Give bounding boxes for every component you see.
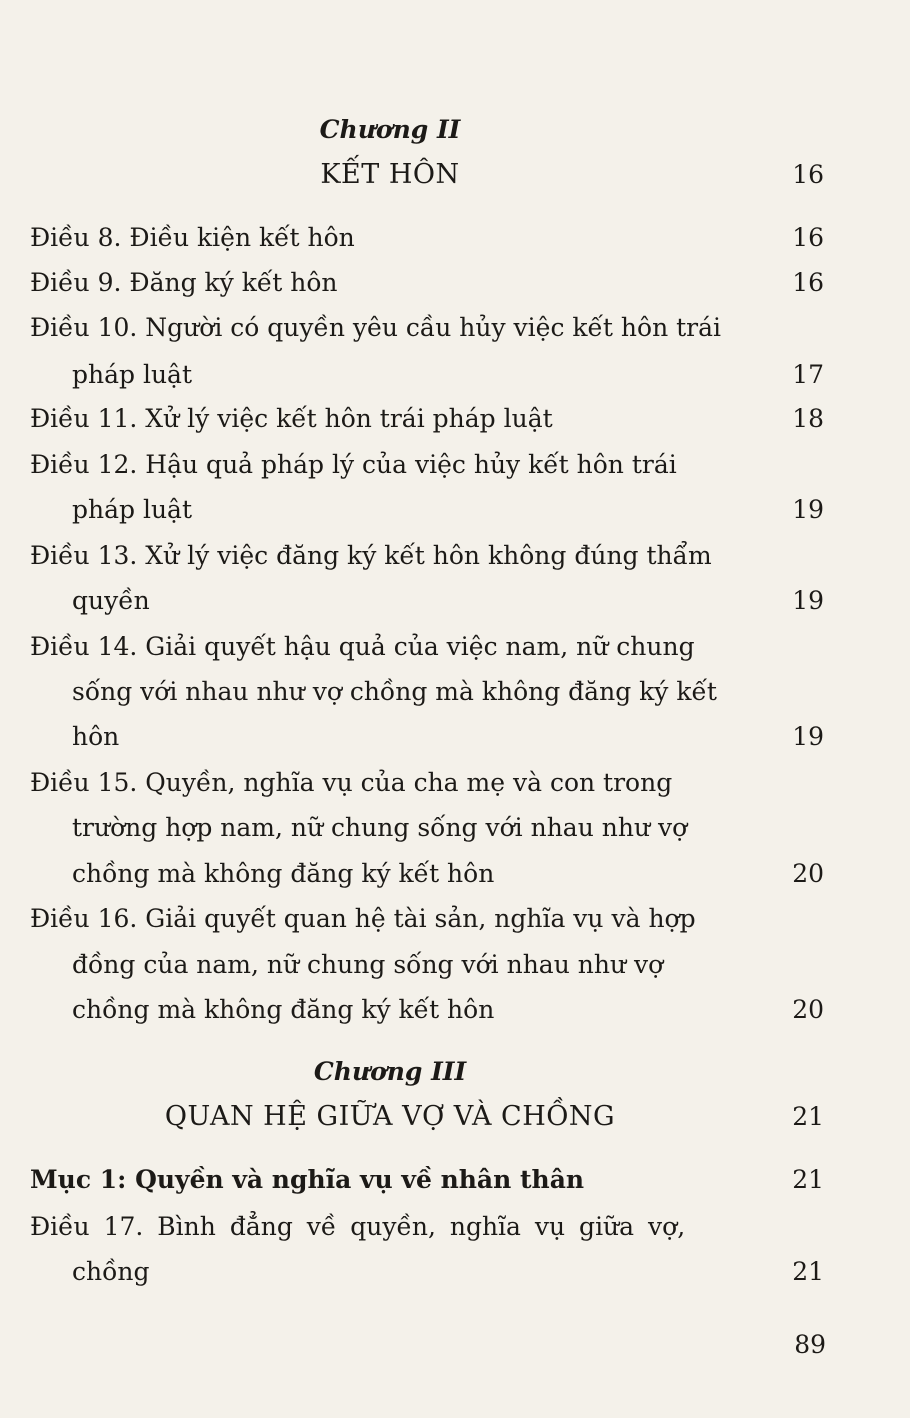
page-ref: 16: [792, 268, 824, 297]
toc-entry-dieu-15-cont-2: chồng mà không đăng ký kết hôn 20: [0, 854, 910, 894]
page-ref: 21: [792, 1257, 824, 1286]
toc-entry-dieu-14-cont: sống với nhau như vợ chồng mà không đăng ký kết: [72, 677, 717, 706]
chapter-2-label: Chương II: [319, 115, 461, 144]
chapter-2-heading: KẾT HÔN 16: [0, 155, 910, 195]
page-number: 89: [794, 1330, 826, 1359]
toc-entry-dieu-13: Điều 13. Xử lý việc đăng ký kết hôn không đúng thẩm: [30, 541, 712, 570]
chapter-3-heading: QUAN HỆ GIỮA VỢ VÀ CHỒNG 21: [0, 1097, 910, 1137]
toc-entry-dieu-10: Điều 10. Người có quyền yêu cầu hủy việc kết hôn trái: [30, 313, 722, 342]
page-ref: 19: [792, 722, 824, 751]
toc-entry-dieu-8: Điều 8. Điều kiện kết hôn 16: [0, 218, 910, 258]
page-ref: 21: [792, 1102, 824, 1131]
chapter-3-label: Chương III: [313, 1057, 467, 1086]
toc-entry-dieu-16-cont: đồng của nam, nữ chung sống với nhau như vợ: [72, 950, 664, 979]
toc-entry-dieu-13-cont: quyền 19: [0, 581, 910, 621]
toc-entry-dieu-14-cont-2: hôn 19: [0, 717, 910, 757]
page-ref: 16: [792, 160, 824, 189]
toc-entry-dieu-16: Điều 16. Giải quyết quan hệ tài sản, nghĩa vụ và hợp: [30, 904, 696, 933]
toc-entry-dieu-16-cont-2: chồng mà không đăng ký kết hôn 20: [0, 990, 910, 1030]
toc-entry-dieu-14: Điều 14. Giải quyết hậu quả của việc nam, nữ chung: [30, 632, 695, 661]
toc-entry-dieu-17: Điều 17. Bình đẳng về quyền, nghĩa vụ giữa vợ,: [30, 1212, 686, 1241]
toc-entry-dieu-15: Điều 15. Quyền, nghĩa vụ của cha mẹ và con trong: [30, 768, 673, 797]
toc-entry-dieu-12-cont: pháp luật 19: [0, 490, 910, 530]
toc-entry-dieu-11: Điều 11. Xử lý việc kết hôn trái pháp luật 18: [0, 399, 910, 439]
toc-section-muc-1: Mục 1: Quyền và nghĩa vụ về nhân thân 21: [0, 1160, 910, 1200]
toc-entry-dieu-17-cont: chồng 21: [0, 1252, 910, 1292]
page-ref: 20: [792, 859, 824, 888]
page-ref: 16: [792, 223, 824, 252]
toc-entry-dieu-10-cont: pháp luật 17: [0, 355, 910, 395]
toc-entry-dieu-9: Điều 9. Đăng ký kết hôn 16: [0, 263, 910, 303]
page-ref: 19: [792, 586, 824, 615]
toc-entry-dieu-15-cont: trường hợp nam, nữ chung sống với nhau như vợ: [72, 813, 688, 842]
page-ref: 20: [792, 995, 824, 1024]
toc-entry-dieu-12: Điều 12. Hậu quả pháp lý của việc hủy kết hôn trái: [30, 450, 677, 479]
page-ref: 19: [792, 495, 824, 524]
page-ref: 18: [792, 404, 824, 433]
page-ref: 17: [792, 360, 824, 389]
page-ref: 21: [792, 1165, 824, 1194]
